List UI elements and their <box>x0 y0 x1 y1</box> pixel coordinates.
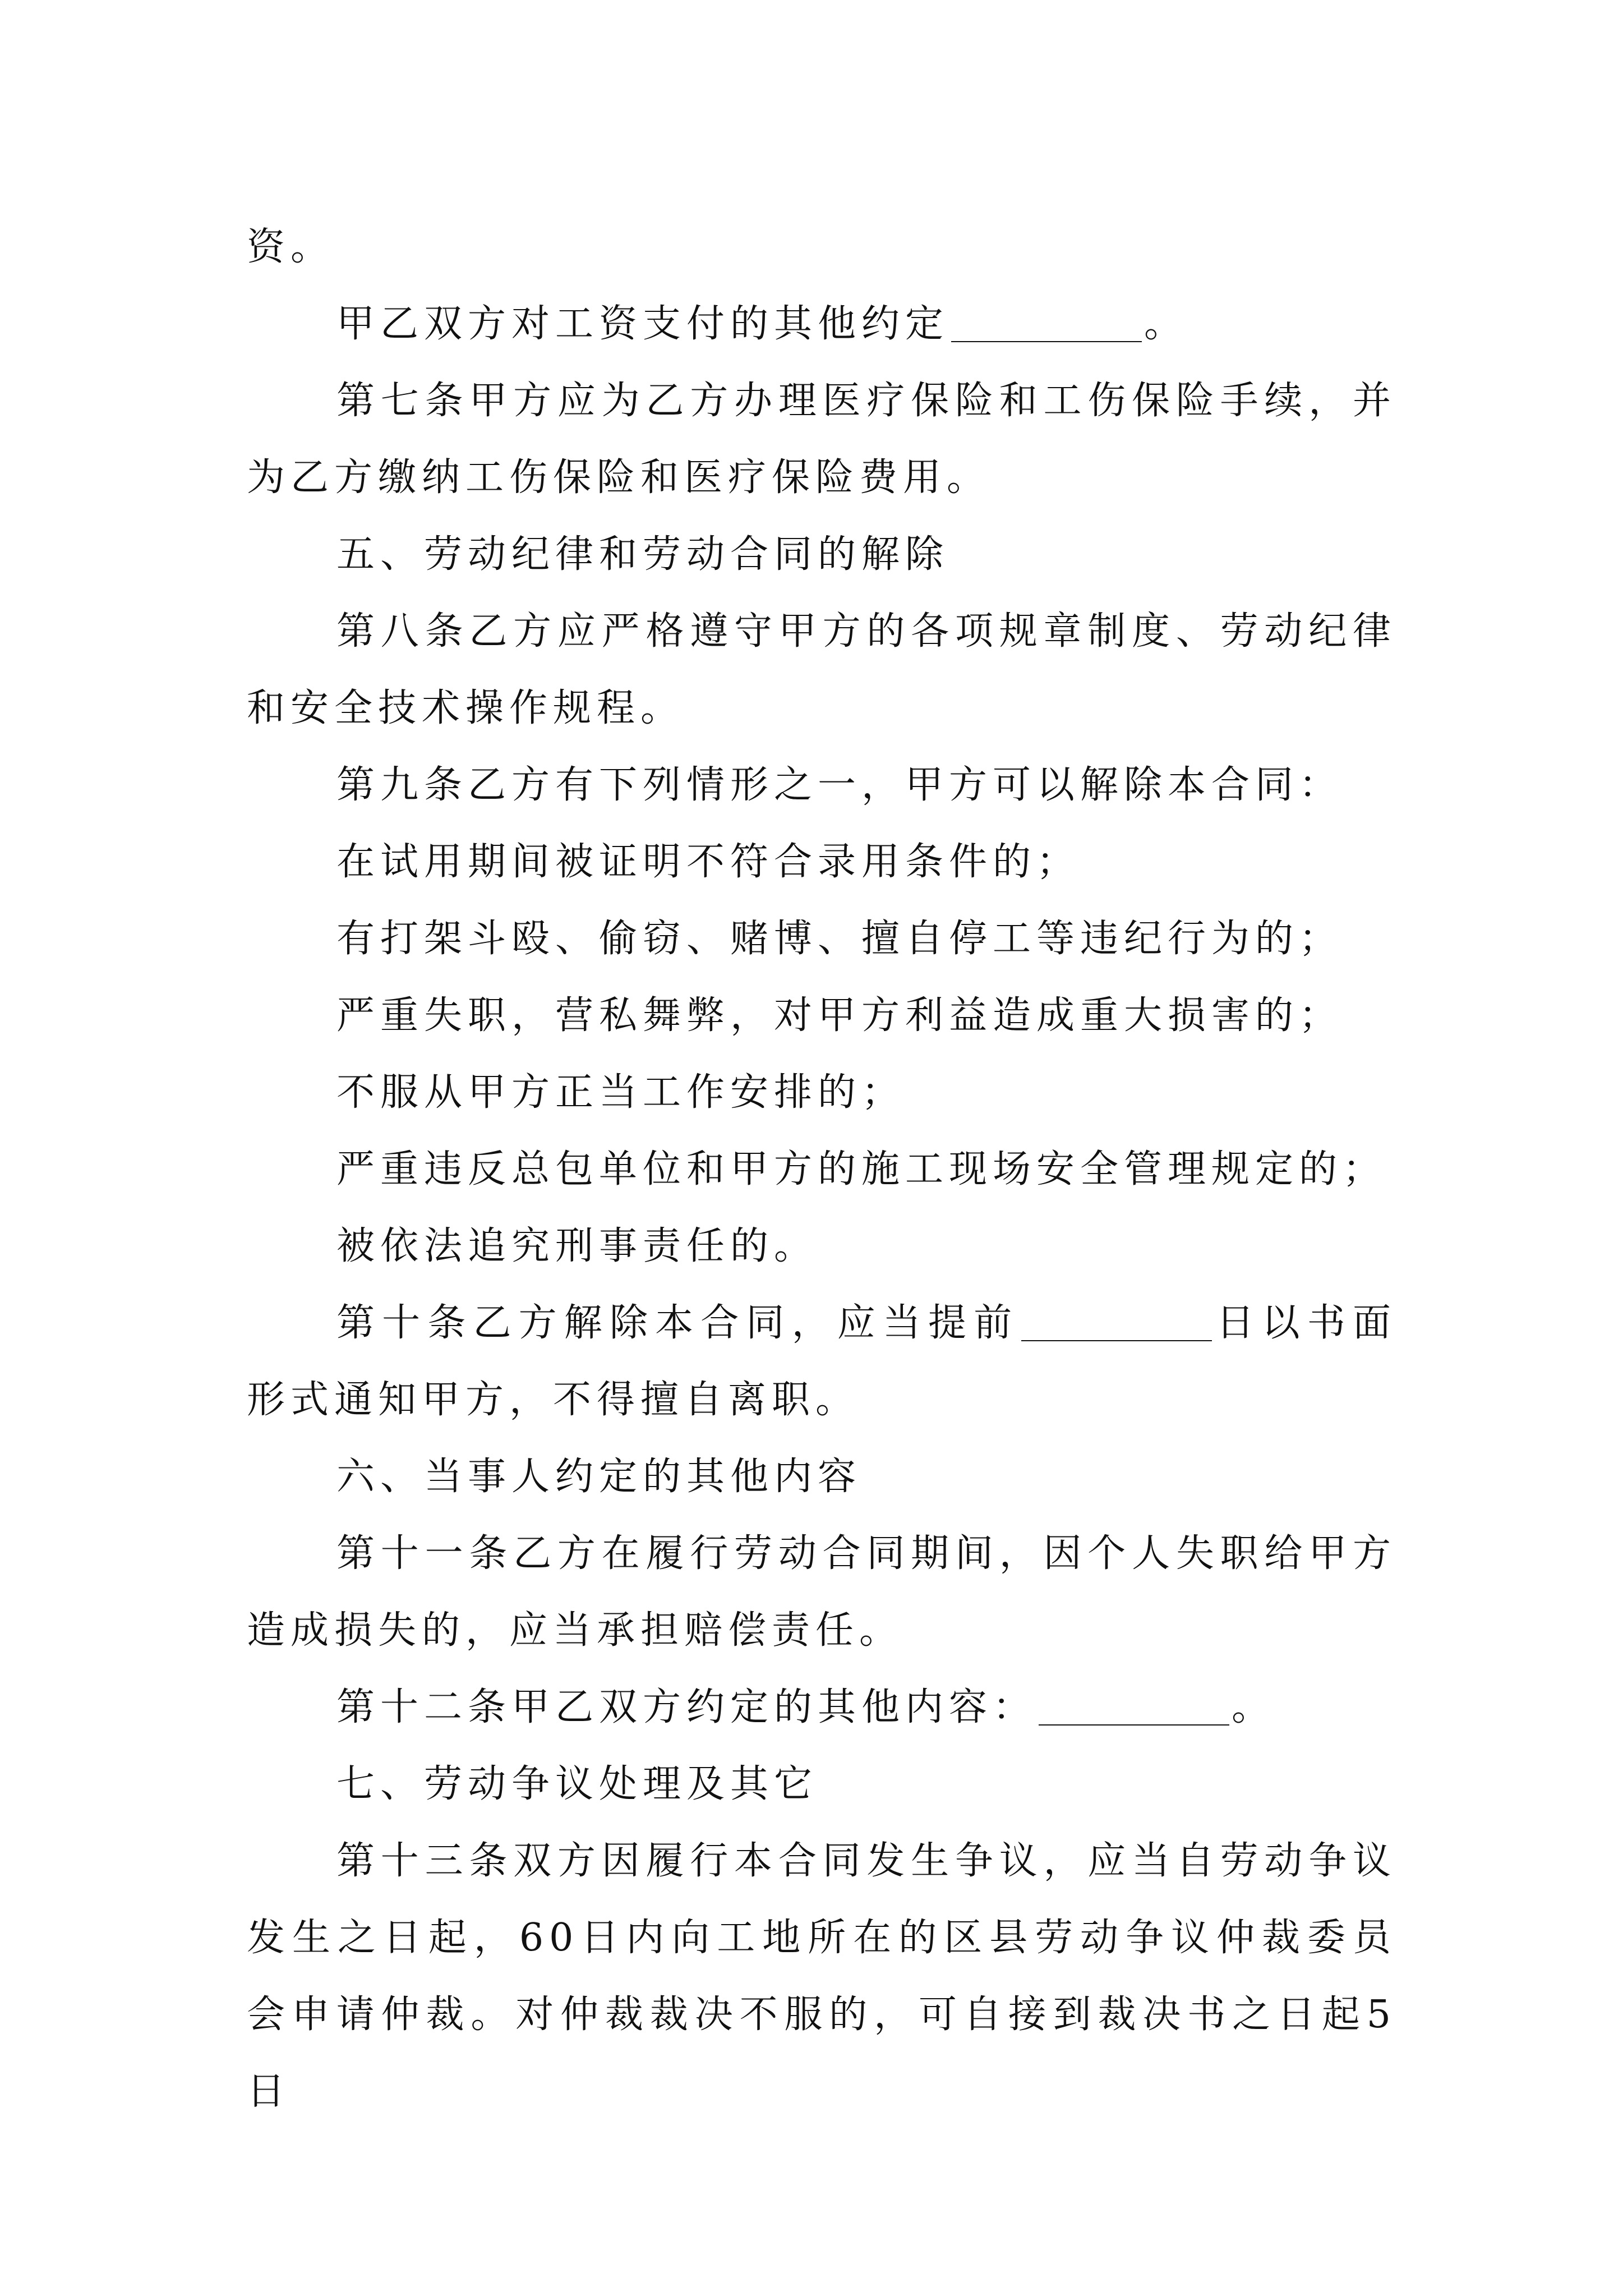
paragraph-article-9: 第九条乙方有下列情形之一，甲方可以解除本合同： <box>336 763 1343 807</box>
paragraph-text: 第十条乙方解除本合同，应当提前 <box>336 1301 1020 1345</box>
section-heading-6: 六、当事人约定的其他内容 <box>336 1455 862 1499</box>
paragraph-text: 日以书面形式通知甲方，不得擅自离职。 <box>247 1301 1396 1422</box>
paragraph-text: 。 <box>1232 1685 1276 1729</box>
fill-in-blank[interactable] <box>951 303 1142 342</box>
list-item: 严重失职，营私舞弊，对甲方利益造成重大损害的； <box>336 993 1343 1038</box>
paragraph-article-7: 第七条甲方应为乙方办理医疗保险和工伤保险手续，并为乙方缴纳工伤保险和医疗保险费用。 <box>247 379 1396 500</box>
section-heading-5: 五、劳动纪律和劳动合同的解除 <box>336 532 949 577</box>
list-item: 有打架斗殴、偷窃、赌博、擅自停工等违纪行为的； <box>336 917 1343 961</box>
section-heading-7: 七、劳动争议处理及其它 <box>336 1762 818 1806</box>
document-body <box>247 209 1396 2130</box>
fill-in-blank[interactable] <box>1021 1302 1212 1341</box>
paragraph-article-11: 第十一条乙方在履行劳动合同期间，因个人失职给甲方造成损失的，应当承担赔偿责任。 <box>247 1531 1396 1653</box>
paragraph-text: 甲乙双方对工资支付的其他约定 <box>336 302 949 346</box>
paragraph-article-13: 第十三条双方因履行本合同发生争议，应当自劳动争议发生之日起，60日内向工地所在的区县劳动争议仲裁委员会申请仲裁。对仲裁裁决不服的，可自接到裁决书之日起5日 <box>247 1839 1396 2114</box>
list-item: 被依法追究刑事责任的。 <box>336 1224 818 1268</box>
list-item: 在试用期间被证明不符合录用条件的； <box>336 840 1081 884</box>
paragraph-wage-payment-other-terms <box>247 286 1396 362</box>
paragraph-article-10 <box>247 1285 1396 1438</box>
paragraph-continuation: 资。 <box>247 225 335 269</box>
paragraph-article-8: 第八条乙方应严格遵守甲方的各项规章制度、劳动纪律和安全技术操作规程。 <box>247 609 1396 730</box>
paragraph-article-12 <box>247 1669 1396 1746</box>
fill-in-blank[interactable] <box>1039 1686 1229 1726</box>
paragraph-text: 第十二条甲乙双方约定的其他内容： <box>336 1685 1037 1729</box>
list-item: 严重违反总包单位和甲方的施工现场安全管理规定的； <box>336 1147 1387 1191</box>
paragraph-text: 。 <box>1144 302 1188 346</box>
list-item: 不服从甲方正当工作安排的； <box>336 1070 906 1115</box>
